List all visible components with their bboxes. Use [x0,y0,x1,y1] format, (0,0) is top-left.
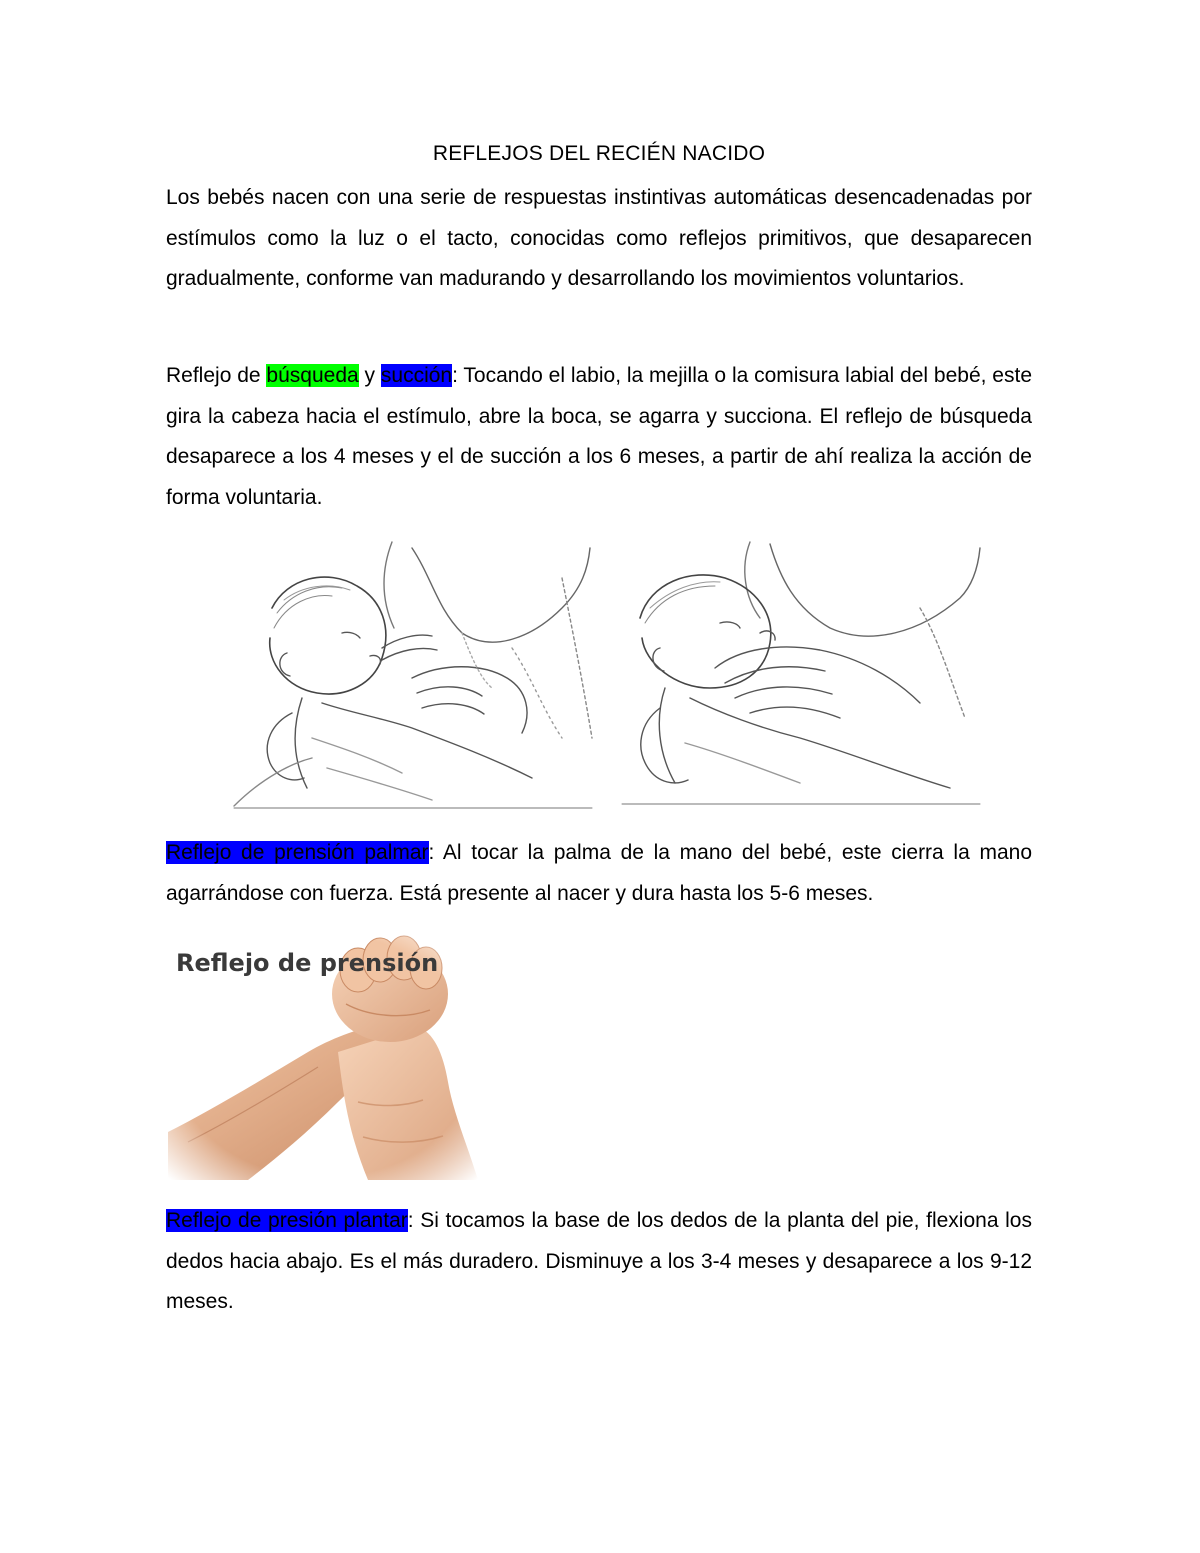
sucking-term-highlight: succión [380,364,453,387]
rooting-term-highlight: búsqueda [266,364,359,387]
grasp-photo-label: Reflejo de prensión [176,949,439,977]
rooting-lead: Reflejo de [166,364,267,387]
plantar-body: : Si tocamos la base de los dedos de la planta del pie, flexiona los dedos hacia abajo. Es el más duradero. Disminuye a los 3-4 meses y desaparece a los 9-12 meses. [166,1209,1032,1313]
rooting-connector: y [358,364,381,387]
rooting-reflex-paragraph [166,356,1032,518]
plantar-term-highlight: Reflejo de presión plantar [166,1209,408,1232]
baby-sucking-illustration [620,538,982,806]
palmar-body: : Al tocar la palma de la mano del bebé, este cierra la mano agarrándose con fuerza. Está presente al nacer y dura hasta los 5-6 meses. [166,841,1032,905]
plantar-reflex-paragraph [166,1201,1032,1323]
palmar-grasp-photo [168,932,480,1180]
rooting-body: : Tocando el labio, la mejilla o la comisura labial del bebé, este gira la cabeza hacia el estímulo, abre la boca, se agarra y succiona. El reflejo de búsqueda desaparece a los 4 meses y el de succión a los 6 meses, a partir de ahí realiza la acción de forma voluntaria. [166,364,1032,509]
palmar-term-highlight: Reflejo de prensión palmar [166,841,429,864]
page-title: REFLEJOS DEL RECIÉN NACIDO [432,142,766,165]
intro-paragraph: Los bebés nacen con una serie de respuestas instintivas automáticas desencadenadas por estímulos como la luz o el tacto, conocidas como reflejos primitivos, que desaparecen gradualmente, conforme van madurando y desarrollando los movimientos voluntarios. [166,186,1032,290]
palmar-reflex-paragraph [166,833,1032,914]
baby-rooting-illustration [232,538,594,810]
